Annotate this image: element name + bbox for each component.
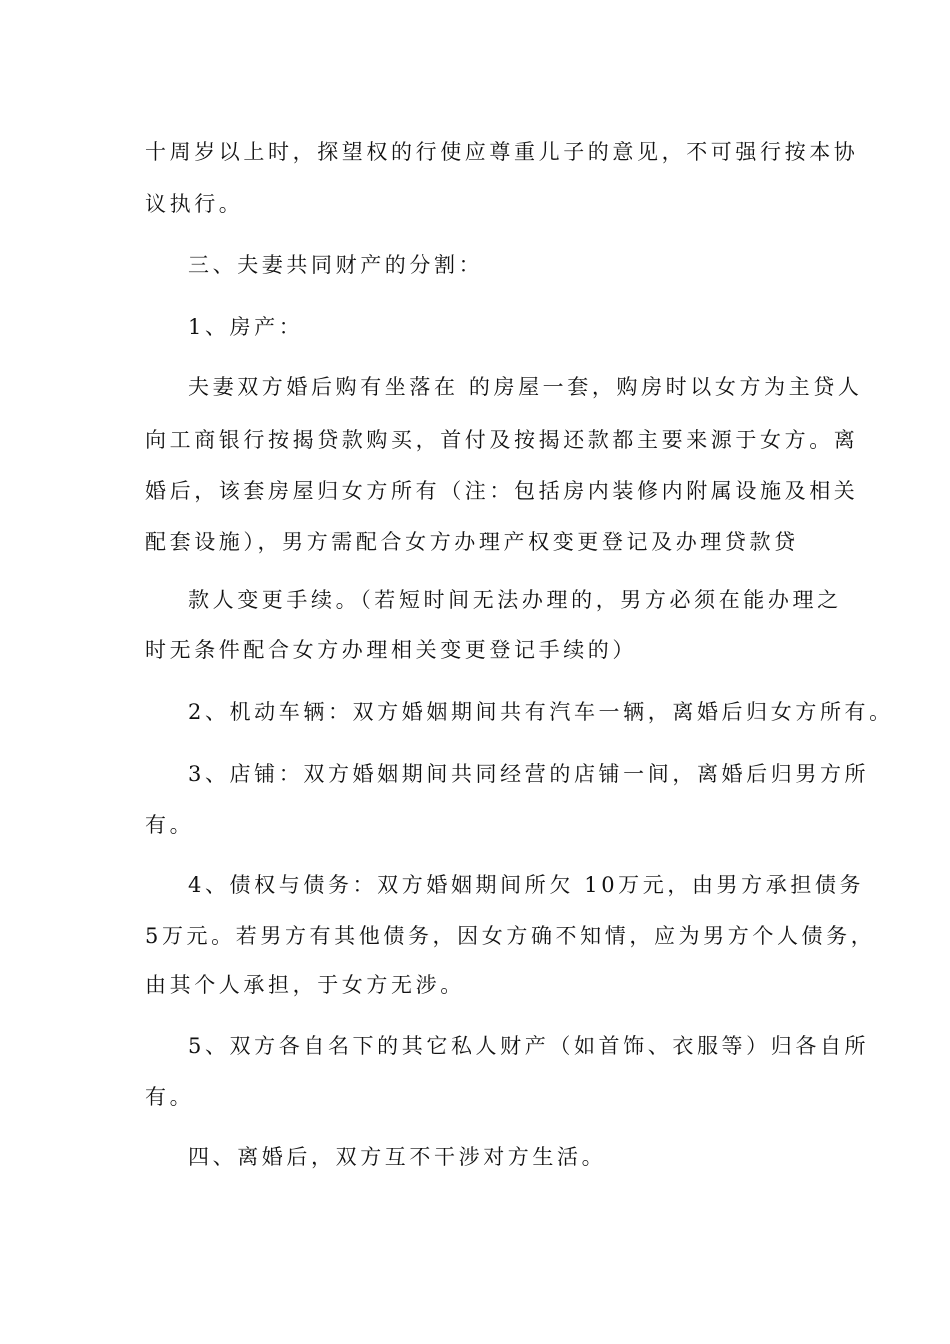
section-heading: 三、夫妻共同财产的分割： <box>188 253 484 277</box>
body-text-line: 由其个人承担，于女方无涉。 <box>145 973 465 997</box>
body-text-line: 2、机动车辆：双方婚姻期间共有汽车一辆，离婚后归女方所有。 <box>188 700 894 724</box>
body-text-line: 有。 <box>145 813 195 837</box>
body-text-line: 时无条件配合女方办理相关变更登记手续的） <box>145 638 637 662</box>
body-text-line: 夫妻双方婚后购有坐落在 的房屋一套，购房时以女方为主贷人 <box>188 375 863 399</box>
body-text-line: 议执行。 <box>145 192 244 216</box>
body-text-line: 5、双方各自名下的其它私人财产（如首饰、衣服等）归各自所 <box>188 1034 870 1058</box>
body-text-line: 款人变更手续。（若短时间无法办理的，男方必须在能办理之 <box>188 588 842 612</box>
body-text-line: 有。 <box>145 1085 195 1109</box>
body-text-line: 十周岁以上时，探望权的行使应尊重儿子的意见，不可强行按本协 <box>145 140 859 164</box>
body-text-line: 向工商银行按揭贷款购买，首付及按揭还款都主要来源于女方。离 <box>145 428 859 452</box>
subsection-heading: 1、房产： <box>188 315 304 339</box>
body-text-line: 4、债权与债务：双方婚姻期间所欠 10万元，由男方承担债务 <box>188 873 865 897</box>
body-text-line: 3、店铺：双方婚姻期间共同经营的店铺一间，离婚后归男方所 <box>188 762 870 786</box>
body-text-line: 配套设施），男方需配合女方办理产权变更登记及办理贷款贷 <box>145 530 799 554</box>
body-text-line: 婚后，该套房屋归女方所有（注：包括房内装修内附属设施及相关 <box>145 479 859 503</box>
body-text-line: 5万元。若男方有其他债务，因女方确不知情，应为男方个人债务， <box>145 924 876 948</box>
section-heading: 四、离婚后，双方互不干涉对方生活。 <box>188 1145 607 1169</box>
